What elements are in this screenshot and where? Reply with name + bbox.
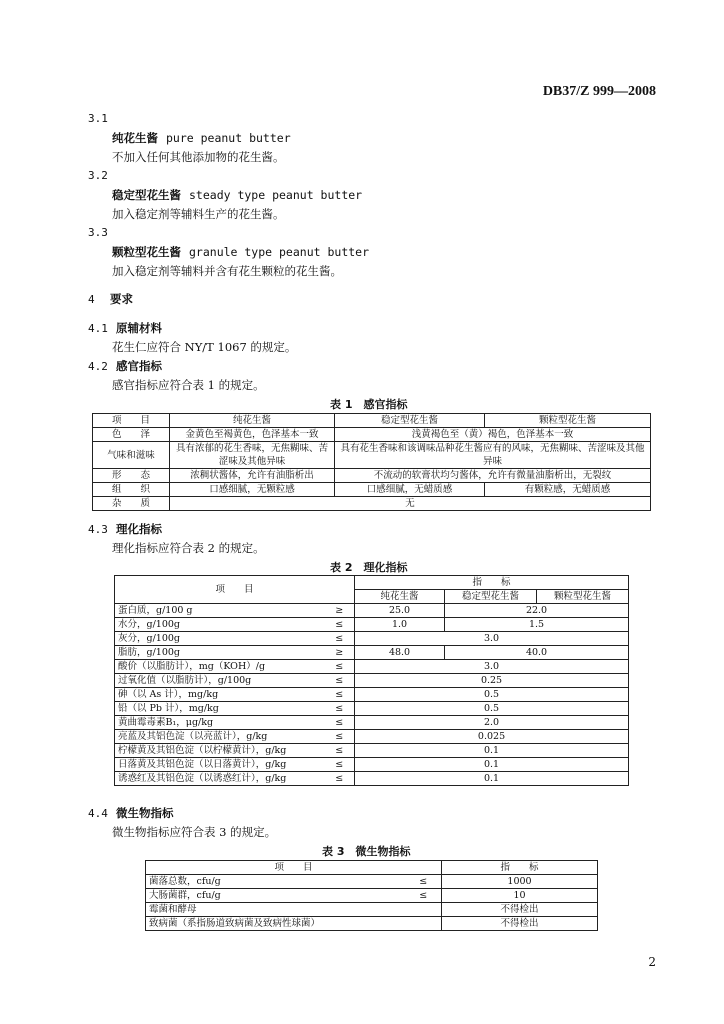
- subsection-number: 4.2: [88, 360, 108, 373]
- term-title: [112, 244, 369, 260]
- header-cell: 稳定型花生酱: [335, 414, 485, 428]
- item-header: 项 目: [115, 576, 355, 604]
- comparison-symbol: ≥: [325, 604, 355, 618]
- value-cell: 口感细腻，无蜡质感: [335, 483, 485, 497]
- microbiological-table: [145, 860, 598, 931]
- value-cell: 1000: [442, 875, 598, 889]
- term-en: steady type peanut butter: [189, 188, 363, 202]
- table-header-row: [146, 861, 598, 875]
- value-cell: 0.1: [355, 772, 629, 786]
- term-number: 3.2: [88, 169, 108, 182]
- value-cell: 0.025: [355, 730, 629, 744]
- header-cell: 项 目: [93, 414, 170, 428]
- subsection-title: 原辅材料: [116, 321, 162, 335]
- comparison-symbol: ≤: [325, 702, 355, 716]
- subsection-number: 4.4: [88, 807, 108, 820]
- comparison-symbol: ≥: [325, 646, 355, 660]
- document-number: DB37/Z 999—2008: [542, 84, 656, 99]
- term-definition: 不加入任何其他添加物的花生酱。: [112, 150, 285, 164]
- subsection-title: 感官指标: [116, 359, 162, 373]
- item-cell: 砷（以 As 计），mg/kg: [115, 688, 325, 702]
- table-row: [115, 618, 629, 632]
- comparison-symbol: ≤: [325, 744, 355, 758]
- item-cell: 酸价（以脂肪计），mg（KOH）/g: [115, 660, 325, 674]
- table-row: [115, 702, 629, 716]
- table-row: [93, 442, 651, 469]
- value-cell: 40.0: [445, 646, 629, 660]
- table-row: [115, 604, 629, 618]
- term-en: pure peanut butter: [166, 131, 291, 145]
- table-caption: 表 2 理化指标: [330, 561, 408, 574]
- comparison-symbol: ≤: [325, 716, 355, 730]
- item-cell: 气味和滋味: [93, 442, 170, 469]
- paragraph: 理化指标应符合表 2 的规定。: [112, 541, 265, 555]
- sensory-table: [92, 413, 651, 511]
- comparison-symbol: ≤: [325, 618, 355, 632]
- subsection-heading: [88, 805, 174, 821]
- paragraph: 微生物指标应符合表 3 的规定。: [112, 825, 277, 839]
- value-cell: 口感细腻，无颗粒感: [170, 483, 335, 497]
- value-cell: 48.0: [355, 646, 445, 660]
- comparison-symbol: [406, 903, 442, 917]
- value-cell: 无: [170, 497, 651, 511]
- subsection-heading: [88, 320, 162, 336]
- table-row: [115, 730, 629, 744]
- term-number: 3.3: [88, 226, 108, 239]
- table-header-row: [93, 414, 651, 428]
- table-row: [115, 758, 629, 772]
- term-number: 3.1: [88, 112, 108, 125]
- value-cell: 0.5: [355, 688, 629, 702]
- table-row: [115, 632, 629, 646]
- table-header-row: [115, 576, 629, 590]
- item-cell: 日落黄及其铝色淀（以日落黄计），g/kg: [115, 758, 325, 772]
- item-cell: 蛋白质，g/100 g: [115, 604, 325, 618]
- table-row: [146, 889, 598, 903]
- table-row: [146, 903, 598, 917]
- header-cell: 稳定型花生酱: [445, 590, 537, 604]
- term-title: [112, 187, 362, 203]
- term-definition: 加入稳定剂等辅料生产的花生酱。: [112, 207, 285, 221]
- item-cell: 灰分，g/100g: [115, 632, 325, 646]
- value-cell: 金黄色至褐黄色，色泽基本一致: [170, 428, 335, 442]
- value-cell: 不得检出: [442, 917, 598, 931]
- table-row: [115, 660, 629, 674]
- subsection-number: 4.1: [88, 322, 108, 335]
- table-row: [93, 497, 651, 511]
- term-cn: 稳定型花生酱: [112, 188, 181, 202]
- subsection-heading: [88, 521, 162, 537]
- subsection-number: 4.3: [88, 523, 108, 536]
- value-cell: 有颗粒感，无蜡质感: [485, 483, 651, 497]
- item-cell: 脂肪，g/100g: [115, 646, 325, 660]
- value-cell: 0.5: [355, 702, 629, 716]
- term-cn: 颗粒型花生酱: [112, 245, 181, 259]
- item-cell: 诱惑红及其铝色淀（以诱惑红计），g/kg: [115, 772, 325, 786]
- value-cell: 0.25: [355, 674, 629, 688]
- value-cell: 0.1: [355, 744, 629, 758]
- item-cell: 致病菌（系指肠道致病菌及致病性球菌）: [146, 917, 406, 931]
- header-cell: 颗粒型花生酱: [537, 590, 629, 604]
- table-row: [115, 674, 629, 688]
- item-cell: 菌落总数，cfu/g: [146, 875, 406, 889]
- comparison-symbol: ≤: [325, 772, 355, 786]
- physicochemical-table: [114, 575, 629, 786]
- subsection-title: 理化指标: [116, 522, 162, 536]
- subsection-title: 微生物指标: [116, 806, 174, 820]
- value-cell: 不流动的软膏状均匀酱体，允许有微量油脂析出，无裂纹: [335, 469, 651, 483]
- term-definition: 加入稳定剂等辅料并含有花生颗粒的花生酱。: [112, 264, 342, 278]
- value-cell: 3.0: [355, 632, 629, 646]
- section-heading: [88, 291, 133, 307]
- comparison-symbol: ≤: [325, 730, 355, 744]
- table-row: [93, 469, 651, 483]
- header-cell: 项 目: [146, 861, 442, 875]
- value-cell: 1.0: [355, 618, 445, 632]
- table-row: [93, 483, 651, 497]
- item-cell: 色 泽: [93, 428, 170, 442]
- value-cell: 浅黄褐色至（黄）褐色，色泽基本一致: [335, 428, 651, 442]
- item-cell: 水分，g/100g: [115, 618, 325, 632]
- comparison-symbol: ≤: [325, 660, 355, 674]
- subsection-heading: [88, 358, 162, 374]
- comparison-symbol: [406, 917, 442, 931]
- comparison-symbol: ≤: [325, 674, 355, 688]
- table-row: [115, 716, 629, 730]
- comparison-symbol: ≤: [325, 688, 355, 702]
- paragraph: 花生仁应符合 NY/T 1067 的规定。: [112, 340, 297, 354]
- value-cell: 22.0: [445, 604, 629, 618]
- item-cell: 组 织: [93, 483, 170, 497]
- item-cell: 杂 质: [93, 497, 170, 511]
- term-en: granule type peanut butter: [189, 245, 370, 259]
- value-cell: 3.0: [355, 660, 629, 674]
- table-row: [115, 688, 629, 702]
- value-cell: 25.0: [355, 604, 445, 618]
- section-number: 4: [88, 293, 95, 306]
- item-cell: 过氧化值（以脂肪计），g/100g: [115, 674, 325, 688]
- table-caption: 表 3 微生物指标: [322, 845, 411, 858]
- header-cell: 指 标: [442, 861, 598, 875]
- table-row: [115, 646, 629, 660]
- item-cell: 亮蓝及其铝色淀（以亮蓝计），g/kg: [115, 730, 325, 744]
- table-row: [115, 744, 629, 758]
- item-cell: 柠檬黄及其铝色淀（以柠檬黄计），g/kg: [115, 744, 325, 758]
- comparison-symbol: ≤: [406, 875, 442, 889]
- table-row: [93, 428, 651, 442]
- term-cn: 纯花生酱: [112, 131, 158, 145]
- header-cell: 纯花生酱: [355, 590, 445, 604]
- section-title: 要求: [110, 292, 133, 306]
- value-cell: 具有浓郁的花生香味，无焦糊味、苦涩味及其他异味: [170, 442, 335, 469]
- comparison-symbol: ≤: [325, 758, 355, 772]
- value-cell: 浓稠状酱体，允许有油脂析出: [170, 469, 335, 483]
- item-cell: 霉菌和酵母: [146, 903, 406, 917]
- item-cell: 铅（以 Pb 计），mg/kg: [115, 702, 325, 716]
- table-caption: 表 1 感官指标: [330, 398, 408, 411]
- item-cell: 形 态: [93, 469, 170, 483]
- comparison-symbol: ≤: [325, 632, 355, 646]
- value-cell: 1.5: [445, 618, 629, 632]
- paragraph: 感官指标应符合表 1 的规定。: [112, 378, 265, 392]
- comparison-symbol: ≤: [406, 889, 442, 903]
- index-header: 指 标: [355, 576, 629, 590]
- table-row: [146, 917, 598, 931]
- header-cell: 颗粒型花生酱: [485, 414, 651, 428]
- page-number: 2: [648, 955, 656, 969]
- table-row: [115, 772, 629, 786]
- value-cell: 2.0: [355, 716, 629, 730]
- value-cell: 10: [442, 889, 598, 903]
- header-cell: 纯花生酱: [170, 414, 335, 428]
- value-cell: 0.1: [355, 758, 629, 772]
- item-cell: 黄曲霉毒素B₁，μg/kg: [115, 716, 325, 730]
- value-cell: 不得检出: [442, 903, 598, 917]
- term-title: [112, 130, 291, 146]
- table-row: [146, 875, 598, 889]
- value-cell: 具有花生香味和该调味品种花生酱应有的风味，无焦糊味、苦涩味及其他异味: [335, 442, 651, 469]
- item-cell: 大肠菌群，cfu/g: [146, 889, 406, 903]
